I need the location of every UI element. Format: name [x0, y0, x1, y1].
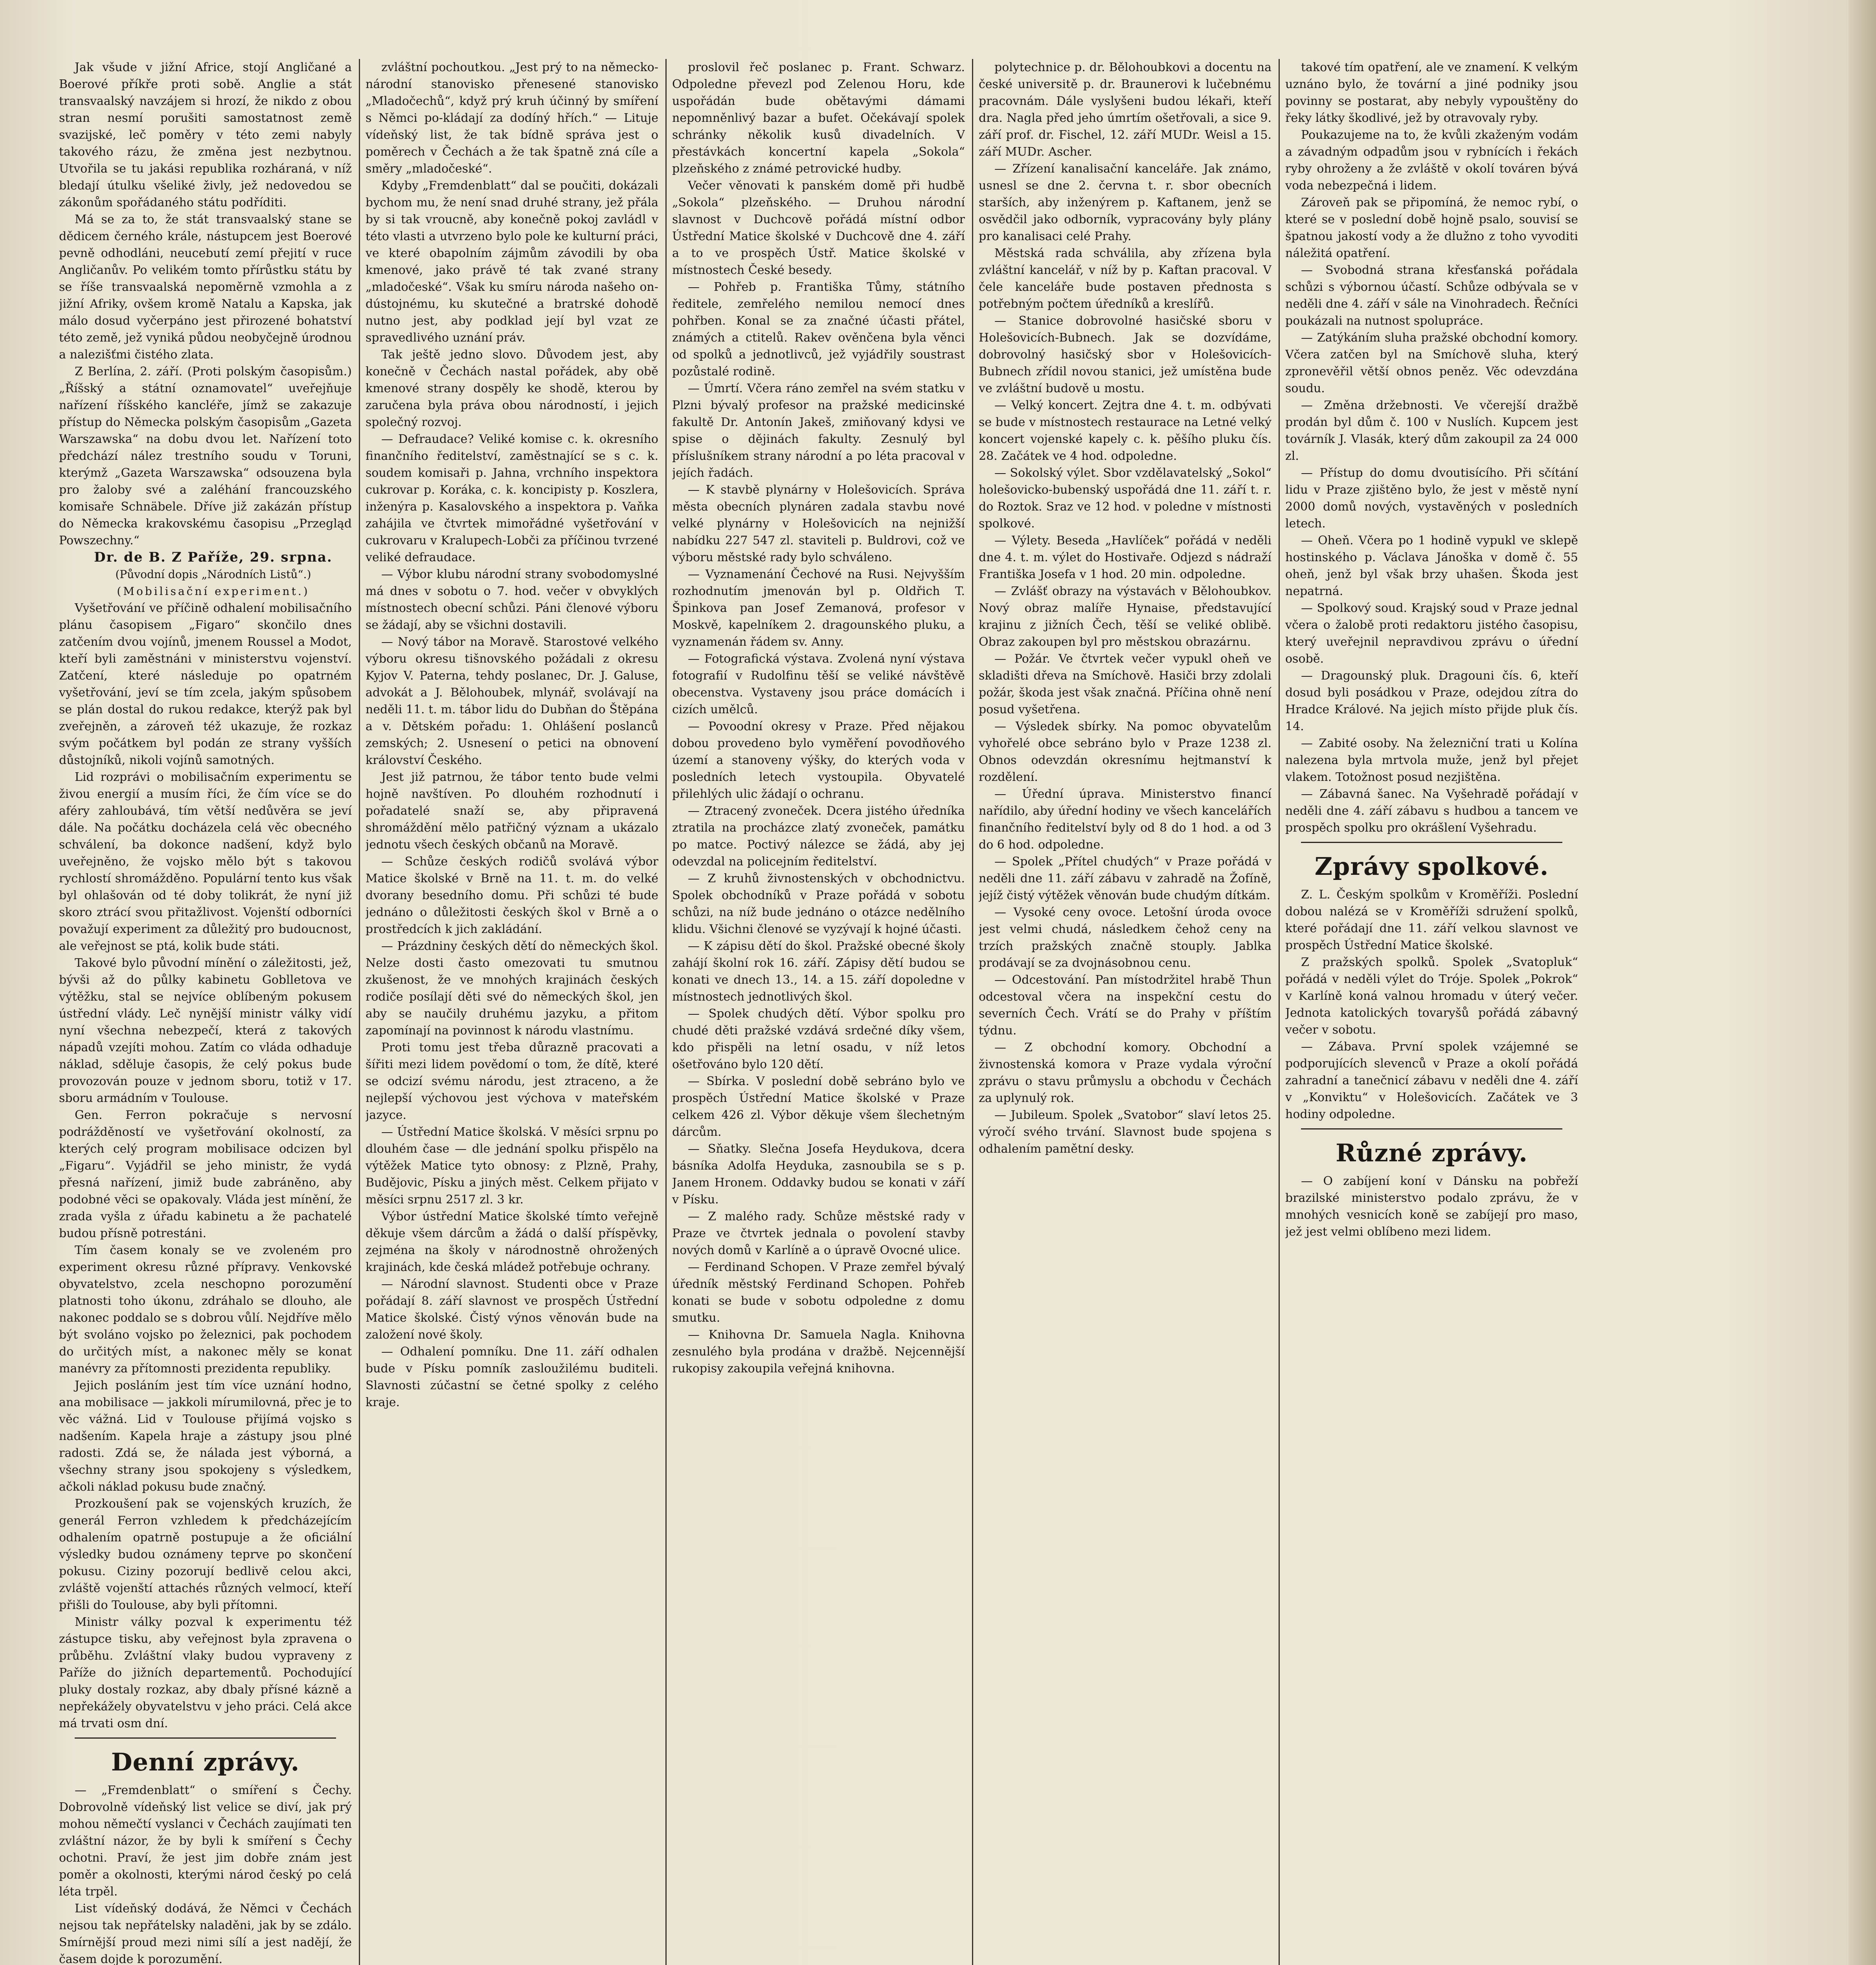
article-paragraph: Gen. Ferron pokračuje s nervosní podrážděností ve vyšetřování okolností, za kterých celý program mobilisace odcizen byl „Figaru“. Vyjádřil se jeho ministr, že vydá přesná nařízení, jimiž bude zabráněno, aby podobné věci se opakovaly. Vláda jest mínění, že zrada vyšla z úřadu kabinetu a že pachatelé budou přísně potrestáni.	[59, 1108, 352, 1240]
article-paragraph: — Vysoké ceny ovoce. Letošní úroda ovoce jest velmi chudá, následkem čehož ceny na trzích pražských značně stouply. Jablka prodávají se za dvojnásobnou cenu.	[979, 905, 1271, 970]
article-paragraph: Zároveň pak se připomíná, že nemoc rybí, o které se v poslední době hojně psalo, souvisí se špatnou jakostí vody a že dlužno z toho vyvoditi náležitá opatření.	[1285, 196, 1578, 260]
article-paragraph: Jejich posláním jest tím více uznání hodno, ana mobilisace — jakkoli mírumilovná, přec je to věc vážná. Lid v Toulouse přijímá vojsko s nadšením. Kapela hraje a zástupy jsou plné radosti. Zdá se, že nálada jest výborná, a všechny strany jsou spokojeny s výsledkem, ačkoli náklad pokusu bude značný.	[59, 1379, 352, 1494]
article-paragraph: Jak všude v jižní Africe, stojí Angličané a Boerové příkře proti sobě. Anglie a stát transvaalský navzájem si hrozí, že nikdo z obou stran nesmí porušiti samostatnost země svazijské, leč poměry v této zemi nabyly takového rázu, že změna jest nezbytnou. Utvořila se tu jakási republika rozháraná, v níž bledají útulku všeliké živly, jež nedovedou se zákonům spořádaného státu podříditi.	[59, 61, 352, 209]
article-paragraph: — Zábava. První spolek vzájemné se podporujících slevenců v Praze a okolí pořádá zahradní a tanečnicí zábavu v neděli dne 4. září v „Konviktu“ v Holešovicích. Začátek ve 3 hodiny odpoledne.	[1285, 1040, 1578, 1121]
article-paragraph: — Ústřední Matice školská. V měsíci srpnu po dlouhém čase — dle jednání spolku přispělo na výtěžek Matice tyto obnosy: z Plzně, Prahy, Budějovic, Písku a jiných měst. Celkem přijato v měsíci srpnu 2517 zl. 3 kr.	[366, 1125, 658, 1207]
article-paragraph: — Jubileum. Spolek „Svatobor“ slaví letos 25. výročí svého trvání. Slavnost bude spojena s odhalením pamětní desky.	[979, 1108, 1271, 1156]
article-paragraph: — Přístup do domu dvoutisícího. Při sčítání lidu v Praze zjištěno bylo, že jest v městě nyní 2000 domů nových, vystavěných v posledních letech.	[1285, 466, 1578, 531]
article-paragraph: — Z kruhů živnostenských v obchodnictvu. Spolek obchodníků v Praze pořádá v sobotu schůzi, na níž bude jednáno o otázce nedělního klidu. Všichni členové se vyzývají k hojné účasti.	[672, 872, 965, 936]
article-paragraph: — Požár. Ve čtvrtek večer vypukl oheň ve skladišti dřeva na Smíchově. Hasiči brzy zdolali požár, škoda jest však značná. Příčina ohně není posud vyšetřena.	[979, 652, 1271, 716]
section-title: Různé zprávy.	[1336, 1139, 1528, 1167]
article-paragraph: — Ztracený zvoneček. Dcera jistého úředníka ztratila na procházce zlatý zvoneček, památku po matce. Poctivý nálezce se žádá, aby jej odevzdal na policejním ředitelství.	[672, 804, 965, 869]
article-paragraph: — Úmrtí. Včera ráno zemřel na svém statku v Plzni bývalý profesor na pražské medicinské fakultě Dr. Antonín Jakeš, zmiňovaný kdysi ve spise o dějinách fakulty. Zesnulý byl příslušníkem strany národní a po léta pracoval v jejích řadách.	[672, 382, 965, 480]
article-paragraph: Z Berlína, 2. září. (Proti polským časopisům.) „Říšský a státní oznamovatel“ uveřejňuje nařízení říšského kancléře, jímž se zakazuje přístup do Německa polským časopisům „Gazeta Warszawska“ na dobu dvou let. Nařízení toto předchází nález trestního soudu v Toruni, kterýmž „Gazeta Warszawska“ odsouzena byla pro žaloby své a zaléhání francouzského komisaře Schnäbele. Dříve již zakázán přístup do Německa krakovskému časopisu „Przegląd Powszechny.“	[59, 365, 352, 547]
article-paragraph: — Stanice dobrovolné hasičské sboru v Holešovicích-Bubnech. Jak se dozvídáme, dobrovolný hasičský sbor v Holešovicích-Bubnech zřídil novou stanici, jež umístěna bude ve zvláštní budově u mostu.	[979, 314, 1271, 395]
article-paragraph: — Zvlášť obrazy na výstavách v Bělohoubkov. Nový obraz malíře Hynaise, představující krajinu z jižních Čech, těší se veliké oblibě. Obraz zakoupen byl pro městskou obrazárnu.	[979, 584, 1271, 649]
article-paragraph: — Oheň. Včera po 1 hodině vypukl ve sklepě hostinského p. Václava Jánoška v domě č. 55 oheň, jenž byl však brzy uhašen. Škoda jest nepatrná.	[1285, 534, 1578, 598]
article-paragraph: — Zatýkáním sluha pražské obchodní komory. Včera zatčen byl na Smíchově sluha, který zpronevěřil větší obnos peněz. Věc odevzdána soudu.	[1285, 331, 1578, 395]
section-title: Zprávy spolkové.	[1314, 852, 1549, 881]
article-paragraph: — Zřízení kanalisační kanceláře. Jak známo, usnesl se dne 2. června t. r. sbor obecních starších, aby inženýrem p. Kaftanem, jenž se osvědčil jako odborník, vypracovány byly plány pro kanalisaci celé Prahy.	[979, 162, 1271, 243]
article-paragraph: — K zápisu dětí do škol. Pražské obecné školy zahájí školní rok 16. září. Zápisy dětí budou se konati ve dnech 13., 14. a 15. září dopoledne v místnostech jednotlivých škol.	[672, 939, 965, 1004]
article-paragraph: Vyšetřování ve příčině odhalení mobilisačního plánu časopisem „Figaro“ skončilo dnes zatčením dvou vojínů, jmenem Roussel a Modot, kteří byli zaměstnáni v ministerstvu vojenství. Zatčení, které následuje po opatrném vyšetřování, jeví se tím zcela, jakým spůsobem se plán dostal do rukou redakce, kterýž pak byl zveřejněn, a zároveň též ukazuje, že rozkaz svým počátkem byl podán ze strany vyšších důstojníků, nikoli vojínů samotných.	[59, 601, 352, 767]
section-divider	[75, 1737, 336, 1739]
article-paragraph: — Odcestování. Pan místodržitel hrabě Thun odcestoval včera na inspekční cestu do severních Čech. Vrátí se do Prahy v příštím týdnu.	[979, 973, 1271, 1038]
article-paragraph: Tak ještě jedno slovo. Důvodem jest, aby konečně v Čechách nastal pořádek, aby obě kmenové strany dospěly ke shodě, kterou by zaručena byla práva obou národností, i jejich společný rozvoj.	[366, 348, 658, 429]
article-paragraph: — Nový tábor na Moravě. Starostové velkého výboru okresu tišnovského požádali z okresu Kyjov V. Paterna, tehdy poslanec, Dr. J. Galuse, advokát a J. Bělohoubek, mlynář, svolávají na neděli 11. t. m. tábor lidu do Dubňan do Štěpána a v. Dětském pořadu: 1. Ohlášení poslanců zemských; 2. Usnesení o petici na obnovení království Českého.	[366, 635, 658, 767]
article-paragraph: — Svobodná strana křesťanská pořádala schůzi s výbornou účastí. Schůze odbývala se v neděli dne 4. září v sále na Vinohradech. Řečníci poukázali na nutnost spolupráce.	[1285, 263, 1578, 328]
article-paragraph: — Dragounský pluk. Dragouni čís. 6, kteří dosud byli posádkou v Praze, odejdou zítra do Hradce Králové. Na jejich místo přijde pluk čís. 14.	[1285, 669, 1578, 733]
article-paragraph: — Velký koncert. Zejtra dne 4. t. m. odbývati se bude v místnostech restaurace na Letné velký koncert vojenské kapely c. k. pěšího pluku čís. 28. Začátek ve 4 hod. odpoledne.	[979, 399, 1271, 463]
article-paragraph: Ministr války pozval k experimentu též zástupce tisku, aby veřejnost byla zpravena o průběhu. Zvláštní vlaky budou vypraveny z Paříže do jižních departementů. Pochodující pluky dostaly rozkaz, aby dbaly přísné kázně a nepřekážely obyvatelstvu v jeho práci. Celá akce má trvati osm dní.	[59, 1615, 352, 1730]
article-paragraph: — Schůze českých rodičů svolává výbor Matice školské v Brně na 11. t. m. do velké dvorany besedního domu. Při schůzi té bude jednáno o důležitosti českých škol v Brně a o prostředcích k jich zakládání.	[366, 855, 658, 936]
article-paragraph: — Fotografická výstava. Zvolená nyní výstava fotografií v Rudolfinu těší se veliké návštěvě obecenstva. Vystaveny jsou práce domácích i cizích umělců.	[672, 652, 965, 716]
section-title: Denní zprávy.	[111, 1748, 300, 1776]
article-paragraph: — Defraudace? Veliké komise c. k. okresního finančního ředitelství, zaměstnající se s c. k. soudem komisaři p. Jahna, vrchního inspektora cukrovar p. Koráka, c. k. koncipisty p. Koszlera, inženýra p. Kasalovského a inspektora p. Vaňka zahájila ve čtvrtek mimořádné vyšetřování v cukrovaru v Kralupech-Lobči za příčinou tvrzené veliké defraudace.	[366, 432, 658, 564]
column-4	[979, 59, 1271, 1965]
article-paragraph: — Zábavná šanec. Na Vyšehradě pořádají v neděli dne 4. září zábavu s hudbou a tancem ve prospěch spolku pro okrášlení Vyšehradu.	[1285, 787, 1578, 835]
article-paragraph: — Sokolský výlet. Sbor vzdělavatelský „Sokol“ holešovicko-bubenský uspořádá dne 11. září t. r. do Roztok. Sraz ve 12 hod. v poledne v místnosti spolkové.	[979, 466, 1271, 531]
article-paragraph: Z. L. Českým spolkům v Kroměříži. Poslední dobou nalézá se v Kroměříži sdružení spolků, které pořádají dne 11. září velkou slavnost ve prospěch Ústřední Matice školské.	[1285, 888, 1578, 952]
column-rule	[359, 59, 360, 1965]
article-paragraph: — K stavbě plynárny v Holešovicích. Správa města obecních plynáren zadala stavbu nové velké plynárny v Holešovicích na nejnižší nabídku 227 547 zl. staviteli p. Buldrovi, což ve výboru městské rady bylo schváleno.	[672, 483, 965, 564]
article-paragraph: Jest již patrnou, že tábor tento bude velmi hojně navštíven. Po dlouhém rozhodnutí i pořadatelé snaží se, aby připravená shromáždění mělo patřičný význam a ukázalo jednotu všech českých občanů na Moravě.	[366, 770, 658, 852]
column-1	[59, 59, 352, 1965]
article-paragraph: Takové bylo původní mínění o záležitosti, jež, bývši až do půlky kabinetu Goblletova ve výtěžku, stal se nejvíce oblíbeným pokusem ústřední vlády. Leč nynější ministr války vidí nyní všechna nebezpečí, která z takových nápadů vzejíti mohou. Zatím co vláda odhaduje náklad, sděluje časopis, že celý pokus bude provozován pouze v jednom sboru, totiž v 17. sboru armádním v Toulouse.	[59, 956, 352, 1105]
article-paragraph: — Výsledek sbírky. Na pomoc obyvatelům vyhořelé obce sebráno bylo v Praze 1238 zl. Obnos odevzdán okresnímu hejtmanství k rozdělení.	[979, 720, 1271, 784]
article-paragraph: — Knihovna Dr. Samuela Nagla. Knihovna zesnulého byla prodána v dražbě. Nejcennější rukopisy zakoupila veřejná knihovna.	[672, 1328, 965, 1376]
article-paragraph: — Národní slavnost. Studenti obce v Praze pořádají 8. září slavnost ve prospěch Ústřední Matice školské. Čistý výnos věnován bude na založení nové školy.	[366, 1277, 658, 1342]
article-paragraph: — Z malého rady. Schůze městské rady v Praze ve čtvrtek jednala o povolení stavby nových domů v Karlíně a o úpravě Ovocné ulice.	[672, 1210, 965, 1257]
article-paragraph: — Prázdniny českých dětí do německých škol. Nelze dosti často omezovati tu smutnou zkušenost, že ve mnohých krajinách českých rodiče posílají děti své do německých škol, jen aby se naučily druhému jazyku, a přitom zapomínají na povinnost k národu vlastnímu.	[366, 939, 658, 1038]
article-paragraph: List vídeňský dodává, že Němci v Čechách nejsou tak nepřátelsky naladěni, jak by se zdálo. Smírnější proud mezi nimi sílí a jest nadějí, že časem dojde k porozumění.	[59, 1902, 352, 1965]
column-3	[672, 59, 965, 1965]
article-paragraph: proslovil řeč poslanec p. Frant. Schwarz. Odpoledne převezl pod Zelenou Horu, kde uspořádán bude obětavými dámami nepomněnlivý bazar a bufet. Očekávají spolek schránky několik kusů divadelních. V přestávkách koncertní kapela „Sokola“ plzeňského z známé petrovické hudby.	[672, 61, 965, 176]
column-rule	[1279, 59, 1280, 1965]
article-paragraph: — Změna držebnosti. Ve včerejší dražbě prodán byl dům č. 100 v Nuslích. Kupcem jest továrník J. Vlasák, který dům zakoupil za 24 000 zl.	[1285, 399, 1578, 463]
article-paragraph: zvláštní pochoutkou. „Jest prý to na německo-národní stanovisko přenesené stanovisko „Mladočechů“, když prý kruh účinný by smíření s Němci po-kládají za dodíný hřích.“ — Lituje vídeňský list, že tak bídně správa jest o poměrech v Čechách a že tak špatně zná cíle a směry „mladočeské“.	[366, 61, 658, 176]
article-paragraph: — Zabité osoby. Na železniční trati u Kolína nalezena byla mrtvola muže, jenž byl přejet vlakem. Totožnost posud nezjištěna.	[1285, 736, 1578, 784]
column-5	[1285, 59, 1578, 1965]
article-heading: Dr. de B. Z Paříže, 29. srpna.	[94, 549, 333, 565]
article-paragraph: Kdyby „Fremdenblatt“ dal se poučiti, dokázali bychom mu, že není snad druhé strany, jež přála by si tak vroucně, aby konečně pokoj zavládl v této vlasti a utvrzeno bylo pole ke kulturní práci, ve které obapolním zájmům závodili by oba kmenové, jako právě té tak zvané strany „mladočeské“. Však ku smíru národa našeho on-dústojnému, ku skutečné a bratrské dohodě nutno jest, aby podklad její byl vzat ze spravedlivého uznání práv.	[366, 179, 658, 345]
article-paragraph: Městská rada schválila, aby zřízena byla zvláštní kancelář, v níž by p. Kaftan pracoval. V čele kanceláře bude postaven přednosta s potřebným počtem úředníků a kreslířů.	[979, 246, 1271, 311]
article-paragraph: — „Fremdenblatt“ o smíření s Čechy. Dobrovolně vídeňský list velice se diví, jak prý mohou němečtí vyslanci v Čechách zaujímati ten zvláštní názor, že by byli k smíření s Čechy ochotni. Praví, že jest jim dobře znám jest poměr a okolnosti, kterými národ český po celá léta trpěl.	[59, 1783, 352, 1899]
article-paragraph: — Z obchodní komory. Obchodní a živnostenská komora v Praze vydala výroční zprávu o stavu průmyslu a obchodu v Čechách za uplynulý rok.	[979, 1041, 1271, 1105]
article-paragraph: Lid rozprávi o mobilisačním experimentu se živou energií a musím říci, že čím více se do aféry zahloubává, tím větší nedůvěra se jeví dále. Na počátku docházela celá věc obecného schválení, ba dokonce nadšení, když bylo uveřejněno, že vojsko mělo být s takovou rychlostí shromážděno. Populární tento kus však byl ohlašován od té doby tolikrát, že nyní již skoro ztrácí svou přitažlivost. Vojenští odborníci považují experiment za důležitý pro budoucnost, ale veřejnost se ptá, kolik bude státi.	[59, 770, 352, 953]
article-paragraph: Prozkoušení pak se vojenských kruzích, že generál Ferron vzhledem k předcházejícím odhalením opatrně postupuje a že oficiální výsledky budou oznámeny teprve po skončení pokusu. Ciziny pozorují bedlivě celou akci, zvláště vojenští attachés různých velmocí, kteří přišli do Toulouse, aby byli přítomni.	[59, 1497, 352, 1612]
article-paragraph: — Spolek chudých dětí. Výbor spolku pro chudé děti pražské vzdává srdečné díky všem, kdo přispěli na letní osadu, v níž letos ošetřováno bylo 120 dětí.	[672, 1007, 965, 1071]
article-paragraph: polytechnice p. dr. Bělohoubkovi a docentu na české universitě p. dr. Braunerovi k lučebnému pracovnám. Dále vyslyšeni budou lékaři, kteří dra. Nagla před jeho úmrtím ošetřovali, a sice 9. září prof. dr. Fischel, 12. září MUDr. Weisl a 15. září MUDr. Ascher.	[979, 61, 1271, 159]
article-paragraph: Večer věnovati k panském domě při hudbě „Sokola“ plzeňského. — Druhou národní slavnost v Duchcově pořádá místní odbor Ústřední Matice školské v Duchcově dne 4. září a to ve prospěch Ústř. Matice školské v místnostech České besedy.	[672, 179, 965, 277]
article-paragraph: Tím časem konaly se ve zvoleném pro experiment okresu různé přípravy. Venkovské obyvatelstvo, zcela neschopno porozumění platnosti toho úkonu, zdráhalo se dlouho, ale nakonec poddalo se s dobrou vůlí. Nejdříve mělo být svoláno vojsko po železnici, pak pochodem do určitých míst, a nakonec měly se konat manévry za přítomnosti prezidenta republiky.	[59, 1243, 352, 1376]
column-2	[366, 59, 658, 1965]
section-divider	[1301, 1128, 1562, 1129]
article-subheading: (Původní dopis „Národních Listů“.)	[115, 568, 311, 581]
article-paragraph: Výbor ústřední Matice školské tímto veřejně děkuje všem dárcům a žádá o další příspěvky, zejména na školy v národnostně ohrožených krajinách, kde česká mládež potřebuje ochrany.	[366, 1210, 658, 1274]
article-paragraph: — Vyznamenání Čechové na Rusi. Nejvyšším rozhodnutím jmenován byl p. Oldřich T. Špinkova pan Josef Zemanová, profesor v Moskvě, kapelníkem 2. dragounského pluku, a vyznamenán řádem sv. Anny.	[672, 567, 965, 649]
article-paragraph: — Spolkový soud. Krajský soud v Praze jednal včera o žalobě proti redaktoru jistého časopisu, který uveřejnil nepravdivou zprávu o úřední osobě.	[1285, 601, 1578, 666]
article-paragraph: — Pohřeb p. Františka Tůmy, státního ředitele, zemřelého nemilou nemocí dnes pohřben. Konal se za značné účasti přátel, známých a ctitelů. Rakev ověnčena byla věnci od spolků a jednotlivců, jež vyjádřily soustrast pozůstalé rodině.	[672, 280, 965, 378]
article-paragraph: Proti tomu jest třeba důrazně pracovati a šířiti mezi lidem povědomí o tom, že dítě, které se odcizí svému národu, jest ztraceno, a že nejlepší výchovou jest výchova v mateřském jazyce.	[366, 1041, 658, 1122]
article-subheading: (Mobilisační experiment.)	[117, 585, 310, 598]
section-divider	[1301, 842, 1562, 843]
article-paragraph: — Sbírka. V poslední době sebráno bylo ve prospěch Ústřední Matice školské v Praze celkem 426 zl. Výbor děkuje všem šlechetným dárcům.	[672, 1074, 965, 1139]
article-paragraph: — Ferdinand Schopen. V Praze zemřel bývalý úředník městský Ferdinand Schopen. Pohřeb konati se bude v sobotu odpoledne z domu smutku.	[672, 1260, 965, 1325]
article-paragraph: — O zabíjení koní v Dánsku na pobřeží brazilské ministerstvo podalo zprávu, že v mnohých vesnicích koně se zabíjejí pro maso, jež jest velmi oblíbeno mezi lidem.	[1285, 1174, 1578, 1239]
article-paragraph: — Spolek „Přítel chudých“ v Praze pořádá v neděli dne 11. září zábavu v zahradě na Žofíně, jejíž čistý výtěžek věnován bude chudým dítkám.	[979, 855, 1271, 902]
article-paragraph: Poukazujeme na to, že kvůli zkaženým vodám a závadným odpadům jsou v rybnících i řekách ryby ohroženy a že zvláště v okolí továren bývá voda nebezpečná i lidem.	[1285, 128, 1578, 193]
article-paragraph: — Úřední úprava. Ministerstvo financí nařídilo, aby úřední hodiny ve všech kancelářích finančního ředitelství byly od 8 do 1 hod. a od 3 do 6 hod. odpoledne.	[979, 787, 1271, 852]
article-paragraph: takové tím opatření, ale ve znamení. K velkým uznáno bylo, že tovární a jiné podniky jsou povinny se postarat, aby nebyly vypouštěny do řeky látky škodlivé, jež by otravovaly ryby.	[1285, 61, 1578, 125]
article-paragraph: Má se za to, že stát transvaalský stane se dědicem černého krále, nástupcem jest Boerové pevně odhodláni, neucebutí zemí přejití v ruce Angličanův. Po velikém tomto přírůstku státu by se říše transvaalská nepoměrně vzmohla a z jižní Afriky, ovšem kromě Natalu a Kapska, jak málo dosud vyčerpáno jest přirozené bohatství této země, jež vyniká půdou neobyčejně úrodnou a nalezišťmi čistého zlata.	[59, 213, 352, 362]
article-paragraph: — Výlety. Beseda „Havlíček“ pořádá v neděli dne 4. t. m. výlet do Hostivaře. Odjezd s nádraží Františka Josefa v 1 hod. 20 min. odpoledne.	[979, 534, 1271, 581]
column-rule	[972, 59, 973, 1965]
article-paragraph: — Sňatky. Slečna Josefa Heydukova, dcera básníka Adolfa Heyduka, zasnoubila se s p. Janem Hronem. Oddavky budou se konati v září v Písku.	[672, 1142, 965, 1207]
column-rule	[665, 59, 667, 1965]
article-paragraph: Z pražských spolků. Spolek „Svatopluk“ pořádá v neděli výlet do Tróje. Spolek „Pokrok“ v Karlíně koná valnou hromadu v úterý večer. Jednota katolických tovaryšů pořádá zábavný večer v sobotu.	[1285, 955, 1578, 1037]
page-spine	[1848, 0, 1876, 1965]
article-paragraph: — Povoodní okresy v Praze. Před nějakou dobou provedeno bylo vyměření povodňového území a stanoveny výšky, do kterých voda v posledních letech vystoupila. Obyvatelé přilehlých ulic žádají o ochranu.	[672, 720, 965, 801]
article-paragraph: — Odhalení pomníku. Dne 11. září odhalen bude v Písku pomník zasloužilému buditeli. Slavnosti zúčastní se četné spolky z celého kraje.	[366, 1345, 658, 1409]
article-paragraph: — Výbor klubu národní strany svobodomyslné má dnes v sobotu o 7. hod. večer v obvyklých místnostech obecní schůzi. Páni členové výboru se žádají, aby se všichni dostavili.	[366, 567, 658, 632]
